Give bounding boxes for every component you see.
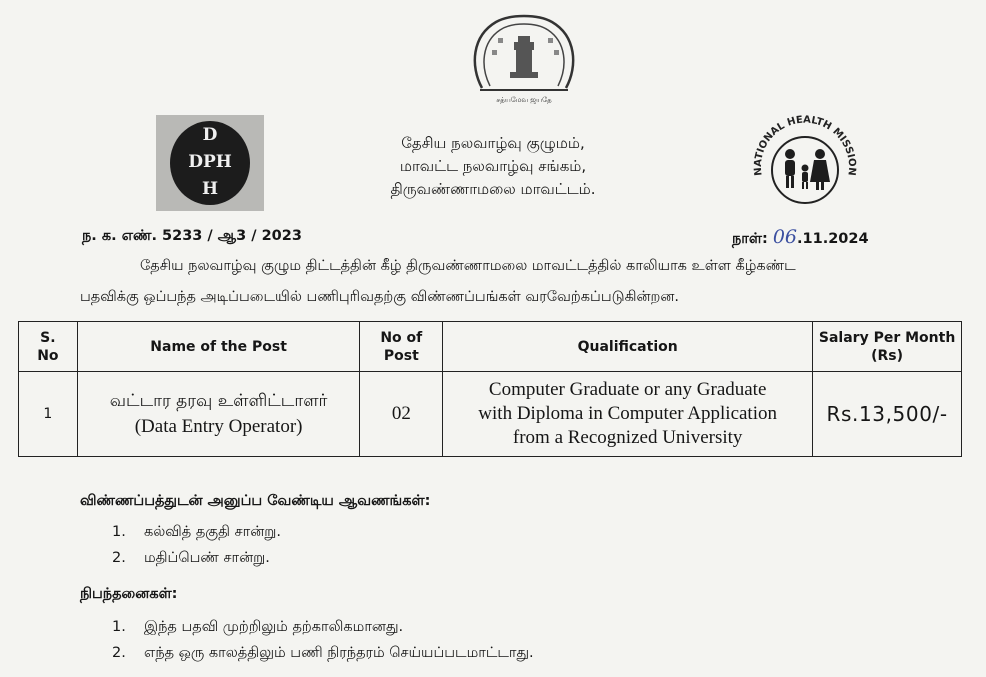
dph-logo-letter-top: D — [202, 125, 218, 145]
date-label: நாள்: — [732, 231, 768, 247]
nhm-logo — [750, 110, 860, 220]
state-emblem — [462, 10, 586, 118]
date-line — [732, 226, 869, 249]
post-name-english: (Data Entry Operator) — [134, 416, 303, 437]
conditions-title: நிபந்தனைகள்: — [80, 586, 178, 602]
header-qualification: Qualification — [443, 322, 813, 372]
nhm-ring-text: NATIONAL HEALTH MISSION — [752, 114, 858, 177]
list-item: 2. மதிப்பெண் சான்று. — [112, 550, 270, 566]
list-item: 1. கல்வித் தகுதி சான்று. — [112, 524, 281, 540]
emblem-caption: சத்யமேவ ஜயதே — [496, 96, 552, 104]
posts-table — [18, 321, 962, 457]
cell-post-name — [77, 372, 360, 457]
heading-line-2: மாவட்ட நலவாழ்வு சங்கம், — [399, 157, 587, 175]
dph-logo-letter-bottom: H — [201, 179, 219, 199]
cell-no-of-post: 02 — [360, 372, 443, 457]
list-item: 2. எந்த ஒரு காலத்திலும் பணி நிரந்தரம் செய்யப்படமாட்டாது. — [112, 645, 534, 661]
documents-title: விண்ணப்பத்துடன் அனுப்ப வேண்டிய ஆவணங்கள்: — [80, 493, 431, 509]
header-post-name: Name of the Post — [77, 322, 360, 372]
cell-qualification: Computer Graduate or any Graduate with Diploma in Computer Application from a Recognized University — [443, 372, 813, 457]
table-row — [19, 372, 962, 457]
intro-line-1: தேசிய நலவாழ்வு குழும திட்டத்தின் கீழ் திருவண்ணாமலை மாவட்டத்தில் காலியாக உள்ள கீழ்கண்ட — [140, 258, 796, 274]
dph-logo — [156, 115, 264, 211]
list-item: 1. இந்த பதவி முற்றிலும் தற்காலிகமானது. — [112, 619, 404, 635]
cell-sno: 1 — [19, 372, 78, 457]
header-salary: Salary Per Month (Rs) — [813, 322, 962, 372]
table-header-row — [19, 322, 962, 372]
dph-logo-letters-middle: DPH — [188, 152, 232, 172]
date-day-handwritten: 06 — [772, 226, 798, 248]
header-sno: S. No — [19, 322, 78, 372]
heading-line-3: திருவண்ணாமலை மாவட்டம். — [390, 180, 596, 198]
header-no-of-post: No of Post — [360, 322, 443, 372]
heading-line-1: தேசிய நலவாழ்வு குழுமம், — [401, 134, 585, 152]
intro-line-2: பதவிக்கு ஒப்பந்த அடிப்படையில் பணிபுரிவதற்கு விண்ணப்பங்கள் வரவேற்கப்படுகின்றன. — [80, 289, 680, 305]
post-name-tamil: வட்டார தரவு உள்ளிட்டாளர் — [109, 391, 328, 411]
reference-number: ந. க. எண். 5233 / ஆ3 / 2023 — [82, 228, 302, 244]
cell-salary: Rs.13,500/- — [813, 372, 962, 457]
date-month-year: .11.2024 — [797, 231, 869, 247]
